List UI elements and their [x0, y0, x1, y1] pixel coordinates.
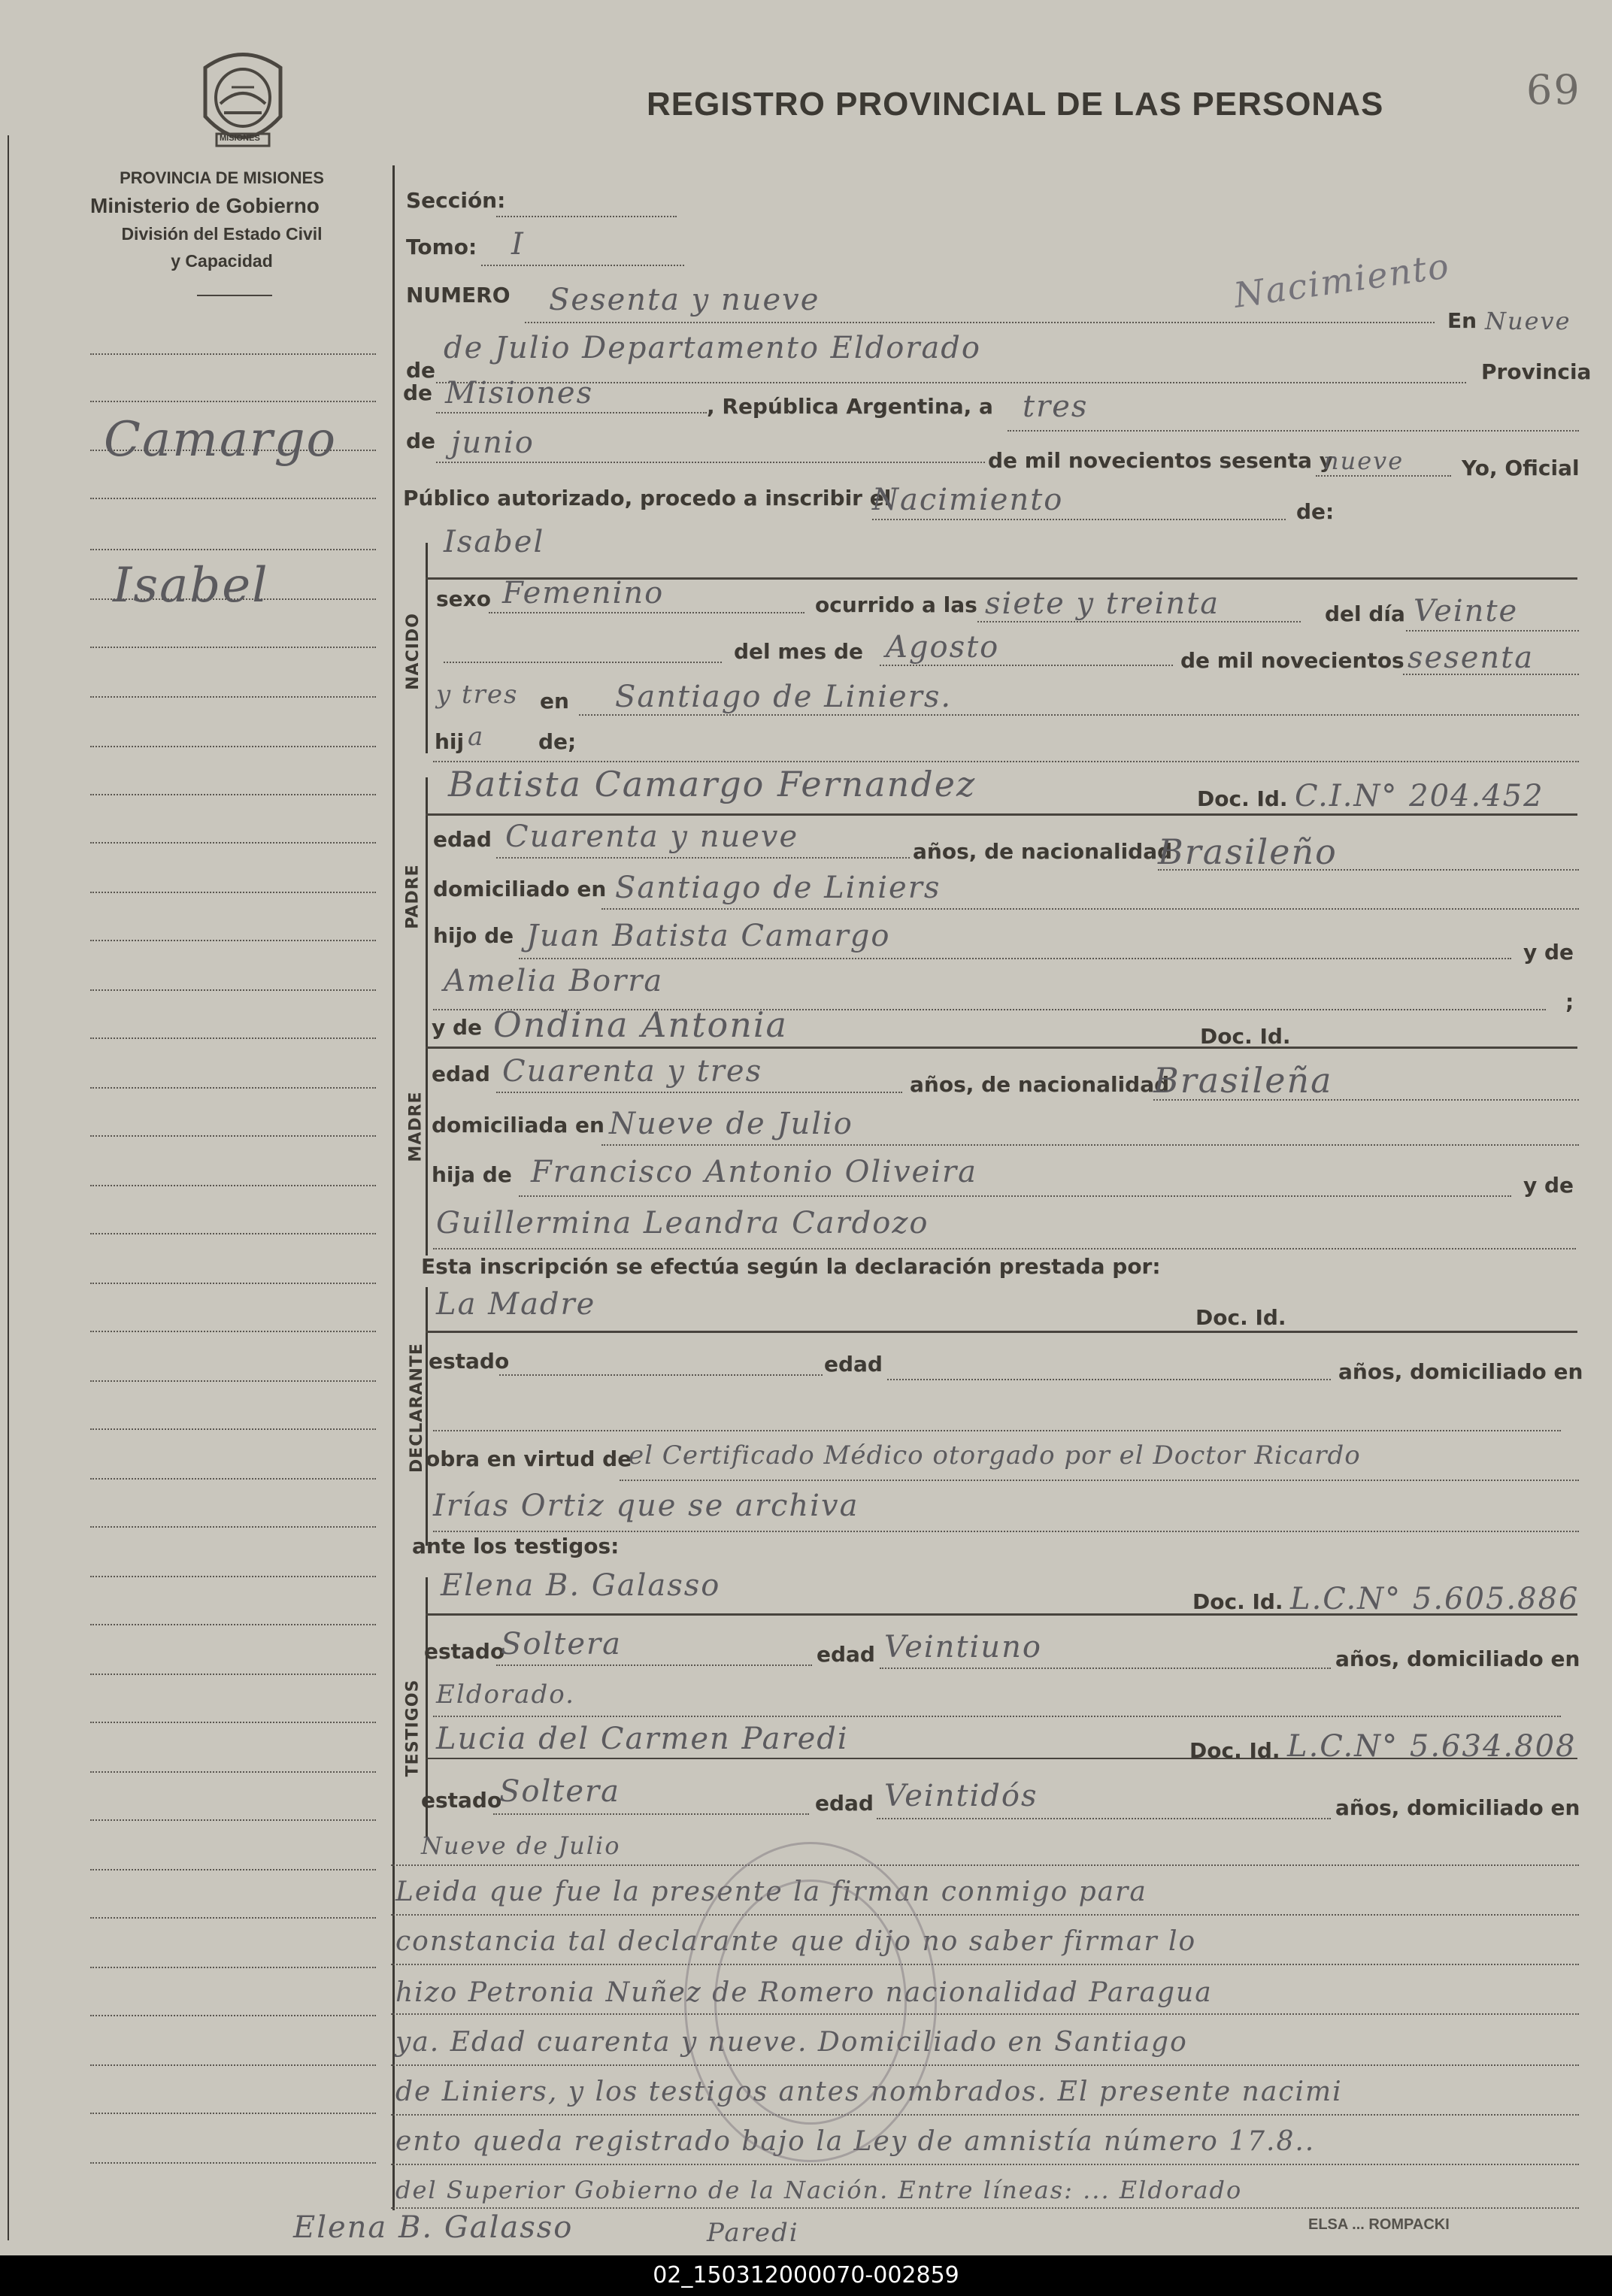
testigo1-doc-label: Doc. Id. — [1192, 1589, 1283, 1614]
padre-dom-label: domiciliado en — [433, 877, 607, 901]
en-label-2: en — [540, 689, 569, 713]
page-number: 69 — [1526, 66, 1581, 114]
testigo2-doc-value: L.C.N° 5.634.808 — [1287, 1729, 1577, 1764]
side-label-nacido: NACIDO — [403, 613, 423, 690]
madre-nac-value: Brasileña — [1153, 1060, 1333, 1101]
section-rule-nacido — [426, 543, 428, 753]
side-label-madre: MADRE — [406, 1091, 426, 1162]
testigo1-edad-label: edad — [817, 1642, 875, 1667]
anio-value: nueve — [1323, 447, 1404, 475]
mil-label: de mil novecientos sesenta y — [988, 448, 1333, 473]
anio-nac-value: sesenta — [1407, 641, 1535, 675]
note-line-7: del Superior Gobierno de la Nación. Entre líneas: ... Eldorado — [395, 2176, 1243, 2204]
testigo1-edad-value: Veintiuno — [884, 1630, 1042, 1664]
numero-label: NUMERO — [406, 283, 511, 307]
seccion-label: Sección: — [406, 188, 506, 213]
provincia-value: Misiones — [445, 376, 594, 410]
testigo1-anios-label: años, domiciliado en — [1335, 1646, 1580, 1671]
abuela-m-value: Guillermina Leandra Cardozo — [436, 1206, 929, 1240]
testigo2-dom-value: Nueve de Julio — [421, 1831, 621, 1860]
padre-nac-value: Brasileño — [1158, 831, 1338, 872]
testigo2-value: Lucia del Carmen Paredi — [436, 1722, 849, 1756]
header-divider — [197, 295, 272, 296]
y-de-label: y de — [1523, 940, 1574, 965]
publico-label: Público autorizado, procedo a inscribir el — [403, 486, 892, 510]
padre-edad-label: edad — [433, 827, 492, 852]
padre-value: Batista Camargo Fernandez — [448, 764, 977, 804]
anio-nac-value-2: y tres — [436, 680, 519, 710]
header-division: División del Estado Civil — [121, 224, 323, 244]
mes-value: junio — [451, 426, 535, 460]
sexo-label: sexo — [436, 586, 491, 611]
note-line-4: ya. Edad cuarenta y nueve. Domiciliado en Santiago — [395, 2027, 1188, 2058]
header-capacity: y Capacidad — [171, 251, 273, 271]
mes-nac-value: Agosto — [886, 630, 1000, 665]
declarante-doc-label: Doc. Id. — [1195, 1305, 1286, 1330]
padre-nac-label: años, de nacionalidad — [913, 839, 1173, 864]
nombre-value: Isabel — [444, 525, 545, 559]
abuela-value: Amelia Borra — [444, 964, 664, 998]
provincia-label: Provincia — [1481, 359, 1592, 384]
madre-nac-label: años, de nacionalidad — [910, 1072, 1170, 1097]
padre-doc-value: C.I.N° 204.452 — [1295, 779, 1544, 813]
header-province: PROVINCIA DE MISIONES — [120, 168, 324, 187]
testigo1-doc-value: L.C.N° 5.605.886 — [1290, 1582, 1580, 1616]
madre-value: Ondina Antonia — [493, 1004, 788, 1045]
sexo-value: Femenino — [502, 576, 665, 610]
page-title: REGISTRO PROVINCIAL DE LAS PERSONAS — [647, 86, 1384, 123]
testigo2-estado-value: Soltera — [499, 1774, 620, 1809]
testigo2-doc-label: Doc. Id. — [1189, 1738, 1280, 1763]
ocurrido-label: ocurrido a las — [815, 592, 977, 617]
declarante-anios-label: años, domiciliado en — [1338, 1359, 1583, 1384]
madre-doc-label: Doc. Id. — [1200, 1024, 1291, 1049]
madre-edad-value: Cuarenta y tres — [502, 1054, 763, 1089]
dia-nac-value: Veinte — [1414, 594, 1519, 629]
obra-value-2: Irías Ortiz que se archiva — [433, 1489, 859, 1523]
yo-oficial-label: Yo, Oficial — [1462, 456, 1580, 480]
side-label-padre: PADRE — [403, 864, 423, 929]
semicolon-label: ; — [1565, 989, 1574, 1014]
note-line-3: hizo Petronia Nuñez de Romero nacionalidad Paragua — [395, 1977, 1213, 2008]
emblem-text: MISIONES — [220, 134, 260, 143]
madre-y-de-label: y de — [432, 1015, 483, 1040]
note-line-1: Leida que fue la presente la firman conmigo para — [395, 1876, 1147, 1907]
numero-value: Sesenta y nueve — [549, 283, 820, 317]
declarante-edad-label: edad — [824, 1352, 883, 1377]
footer-bar — [0, 2255, 1612, 2296]
dia-value: tres — [1023, 389, 1089, 424]
abuelo-m-value: Francisco Antonio Oliveira — [531, 1155, 977, 1189]
madre-dom-label: domiciliada en — [432, 1113, 604, 1137]
lugar-value: de Julio Departamento Eldorado — [444, 331, 981, 365]
testigo1-estado-value: Soltera — [501, 1627, 622, 1661]
obra-label: obra en virtud de — [426, 1446, 632, 1471]
rule-padre-top — [426, 813, 1577, 816]
testigo1-value: Elena B. Galasso — [441, 1568, 721, 1603]
header-ministry: Ministerio de Gobierno — [90, 194, 320, 217]
section-rule-madre — [426, 1015, 428, 1256]
signature-2: Paredi — [707, 2218, 799, 2248]
en-value: Nueve — [1485, 307, 1571, 335]
padre-dom-value: Santiago de Liniers — [615, 871, 941, 905]
declarante-value: La Madre — [436, 1287, 596, 1322]
hija-de-m-label: hija de — [432, 1162, 512, 1187]
margin-given-name: Isabel — [113, 558, 269, 613]
del-mes-label: del mes de — [734, 639, 863, 664]
hija-value: a — [468, 722, 485, 752]
testigo2-edad-label: edad — [815, 1791, 874, 1816]
obra-value-1: el Certificado Médico otorgado por el Doctor Ricardo — [629, 1440, 1361, 1471]
tomo-value: I — [511, 227, 525, 262]
inscribir-value: Nacimiento — [872, 483, 1064, 517]
madre-dom-value: Nueve de Julio — [609, 1107, 853, 1141]
del-dia-label: del día — [1325, 601, 1405, 626]
stamp-text: Nacimiento — [1231, 245, 1453, 316]
padre-edad-value: Cuarenta y nueve — [505, 819, 799, 854]
hija-de-label: de; — [538, 729, 577, 754]
binding-line — [8, 135, 9, 2240]
main-left-rule — [392, 165, 395, 2210]
de-label-3: de — [406, 429, 436, 453]
testigo1-estado-label: estado — [424, 1639, 505, 1664]
note-line-2: constancia tal declarante que dijo no saber firmar lo — [395, 1926, 1197, 1957]
side-label-declarante: DECLARANTE — [407, 1343, 426, 1473]
rule-declarante-top — [426, 1331, 1577, 1333]
mil-nov-label: de mil novecientos — [1180, 648, 1404, 673]
y-de-m-label: y de — [1523, 1173, 1574, 1198]
abuelo-value: Juan Batista Camargo — [526, 919, 891, 953]
signature-3: ELSA ... ROMPACKI — [1308, 2216, 1450, 2233]
de-colon-label: de: — [1296, 499, 1335, 524]
declarante-estado-label: estado — [429, 1349, 510, 1374]
testigo2-estado-label: estado — [421, 1788, 502, 1813]
footer-id: 02_150312000070-002859 — [653, 2262, 959, 2288]
tomo-label: Tomo: — [406, 235, 477, 259]
lugar-nac-value: Santiago de Liniers. — [615, 680, 953, 714]
en-label: En — [1447, 308, 1477, 333]
inscripcion-label: Esta inscripción se efectúa según la declaración prestada por: — [421, 1254, 1161, 1279]
de-label-2: de — [403, 380, 433, 405]
note-line-6: ento queda registrado bajo la Ley de amnistía número 17.8.. — [395, 2126, 1316, 2157]
testigo2-anios-label: años, domiciliado en — [1335, 1795, 1580, 1820]
testigo2-edad-value: Veintidós — [884, 1779, 1038, 1813]
signature-1: Elena B. Galasso — [293, 2210, 574, 2245]
ante-label: ante los testigos: — [412, 1534, 620, 1558]
republica-label: , República Argentina, a — [707, 394, 993, 419]
hijo-de-label: hijo de — [433, 923, 514, 948]
madre-edad-label: edad — [432, 1062, 490, 1086]
official-seal-inner — [714, 1880, 907, 2125]
rule-madre-top — [426, 1047, 1577, 1049]
de-label-1: de — [406, 358, 436, 383]
margin-surname: Camargo — [104, 412, 338, 468]
padre-doc-label: Doc. Id. — [1197, 786, 1288, 811]
hora-value: siete y treinta — [985, 586, 1220, 621]
side-label-testigos: TESTIGOS — [403, 1679, 423, 1777]
note-line-5: de Liniers, y los testigos antes nombrados. El presente nacimi — [395, 2076, 1343, 2107]
testigo1-dom-value: Eldorado. — [436, 1680, 575, 1710]
hija-label: hij — [435, 729, 465, 754]
